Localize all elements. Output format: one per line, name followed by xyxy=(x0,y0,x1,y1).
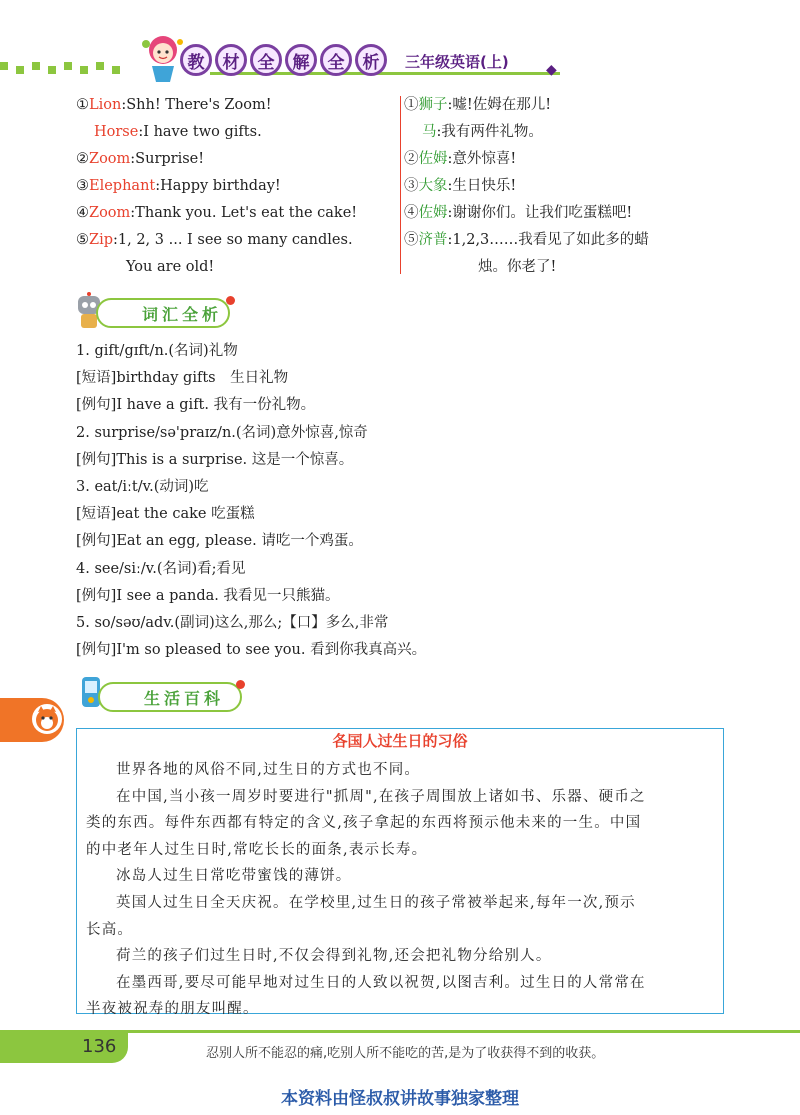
vocab-line: 5. so/səʊ/adv.(副词)这么,那么;【口】多么,非常 xyxy=(76,614,389,631)
speaker-name: Zip xyxy=(89,232,113,248)
line-number: ⑤ xyxy=(404,232,419,248)
vocab-line: [例句]I see a panda. 我看见一只熊猫。 xyxy=(76,587,340,604)
footer-quote: 忍别人所不能忍的痛,吃别人所不能吃的苦,是为了收获得不到的收获。 xyxy=(206,1046,605,1061)
line-text: :Surprise! xyxy=(130,151,205,167)
speaker-name: Zoom xyxy=(89,205,131,221)
dialogue-line xyxy=(404,200,744,227)
line-text: :Thank you. Let's eat the cake! xyxy=(130,205,358,221)
fox-face-icon xyxy=(32,704,62,734)
line-text: :1,2,3……我看见了如此多的蜡 xyxy=(447,232,649,248)
dialogue-line xyxy=(76,227,396,254)
paragraph-line: 世界各地的风俗不同,过生日的方式也不同。 xyxy=(116,762,421,778)
line-text: :Happy birthday! xyxy=(155,178,281,194)
speaker-name: 佐姆 xyxy=(418,205,448,221)
paragraph-line: 长高。 xyxy=(86,921,134,938)
paragraph-line: 类的东西。每件东西都有特定的含义,孩子拿起的东西将预示他未来的一生。中国 xyxy=(86,815,642,832)
line-text: :Shh! There's Zoom! xyxy=(121,97,272,113)
header-title-char: 教 xyxy=(180,44,212,76)
vocab-line: [例句]Eat an egg, please. 请吃一个鸡蛋。 xyxy=(76,533,363,550)
speaker-name: Horse xyxy=(94,124,139,140)
line-number: ④ xyxy=(76,205,89,221)
line-text: :我有两件礼物。 xyxy=(436,124,543,140)
dialogue-divider xyxy=(400,96,401,274)
vocab-line: 4. see/siː/v.(名词)看;看见 xyxy=(76,560,246,577)
dialogue-line xyxy=(404,254,744,281)
vocab-line: [短语]eat the cake 吃蛋糕 xyxy=(76,506,255,523)
dialogue-line xyxy=(76,119,396,146)
paragraph-line: 英国人过生日全天庆祝。在学校里,过生日的孩子常被举起来,每年一次,预示 xyxy=(116,894,636,911)
line-text: :嘘!佐姆在那儿! xyxy=(447,97,552,113)
paragraph-line: 荷兰的孩子们过生日时,不仅会得到礼物,还会把礼物分给别人。 xyxy=(116,948,552,965)
dialogue-line xyxy=(404,92,744,119)
line-number: ② xyxy=(404,151,419,167)
dialogue-line xyxy=(404,146,744,173)
dialogue-line xyxy=(404,119,744,146)
speaker-name: Elephant xyxy=(89,178,156,194)
dialogue-line xyxy=(76,173,396,200)
badge-dot-icon xyxy=(226,296,235,305)
dialogue-line xyxy=(404,173,744,200)
header-title-char: 解 xyxy=(285,44,317,76)
paragraph-line: 的中老年人过生日时,常吃长长的面条,表示长寿。 xyxy=(86,841,428,858)
vocab-line: 2. surprise/sə'praɪz/n.(名词)意外惊喜,惊奇 xyxy=(76,424,368,441)
paragraph-line: 在墨西哥,要尽可能早地对过生日的人致以祝贺,以图吉利。过生日的人常常在 xyxy=(116,974,646,991)
paragraph-line: 在中国,当小孩一周岁时要进行"抓周",在孩子周围放上诸如书、乐器、硬币之 xyxy=(116,788,646,805)
speaker-name: 狮子 xyxy=(418,97,448,113)
speaker-name: Zoom xyxy=(89,151,131,167)
dialogue-english xyxy=(76,92,396,281)
dialogue-line xyxy=(76,200,396,227)
dialogue-line xyxy=(76,92,396,119)
dialogue-chinese xyxy=(404,92,744,281)
header-title-char: 材 xyxy=(215,44,247,76)
vocab-line: [例句]I'm so pleased to see you. 看到你我真高兴。 xyxy=(76,642,427,659)
speaker-name: 济普 xyxy=(418,232,448,248)
speaker-name: 马 xyxy=(422,124,437,140)
paragraph-line: 半夜被祝寿的朋友叫醒。 xyxy=(86,1001,259,1018)
header-star-icon: ◆ xyxy=(546,62,557,78)
line-number: ③ xyxy=(76,178,89,194)
line-text: :意外惊喜! xyxy=(447,151,517,167)
customs-box-body xyxy=(86,757,714,1023)
line-number: ④ xyxy=(404,205,419,221)
vocab-section-title: 词汇全析 xyxy=(96,298,230,328)
line-text: :1, 2, 3 ... I see so many candles. xyxy=(113,232,353,248)
dialogue-line xyxy=(76,146,396,173)
line-text: You are old! xyxy=(126,259,215,275)
vocab-list xyxy=(76,338,736,664)
line-number: ③ xyxy=(404,178,419,194)
line-text: 烛。你老了! xyxy=(478,259,557,275)
line-number: ② xyxy=(76,151,89,167)
line-text: :谢谢你们。让我们吃蛋糕吧! xyxy=(447,205,633,221)
vocab-line: [例句]This is a surprise. 这是一个惊喜。 xyxy=(76,451,354,468)
line-text: :I have two gifts. xyxy=(138,124,262,140)
line-number: ⑤ xyxy=(76,232,89,248)
vocab-line: 3. eat/iːt/v.(动词)吃 xyxy=(76,478,209,495)
speaker-name: Lion xyxy=(89,97,122,113)
header-title-char: 全 xyxy=(250,44,282,76)
header-title-char: 析 xyxy=(355,44,387,76)
dialogue-line xyxy=(76,254,396,281)
vocab-line: 1. gift/gɪft/n.(名词)礼物 xyxy=(76,343,238,359)
vocab-line: [短语]birthday gifts 生日礼物 xyxy=(76,370,289,387)
speaker-name: 大象 xyxy=(418,178,448,194)
line-text: :生日快乐! xyxy=(447,178,517,194)
line-number: ① xyxy=(404,97,419,113)
line-number: ① xyxy=(76,97,89,113)
header-title-char: 全 xyxy=(320,44,352,76)
page-number: 136 xyxy=(82,1036,117,1057)
dialogue-line xyxy=(404,227,744,254)
credit-line: 本资料由怪叔叔讲故事独家整理 xyxy=(281,1089,519,1109)
badge-dot-icon xyxy=(236,680,245,689)
life-section-title: 生活百科 xyxy=(98,682,242,712)
header-subtitle: 三年级英语(上) xyxy=(405,53,509,71)
paragraph-line: 冰岛人过生日常吃带蜜饯的薄饼。 xyxy=(116,868,352,885)
vocab-line: [例句]I have a gift. 我有一份礼物。 xyxy=(76,397,316,414)
speaker-name: 佐姆 xyxy=(418,151,448,167)
customs-box-title: 各国人过生日的习俗 xyxy=(332,732,468,750)
